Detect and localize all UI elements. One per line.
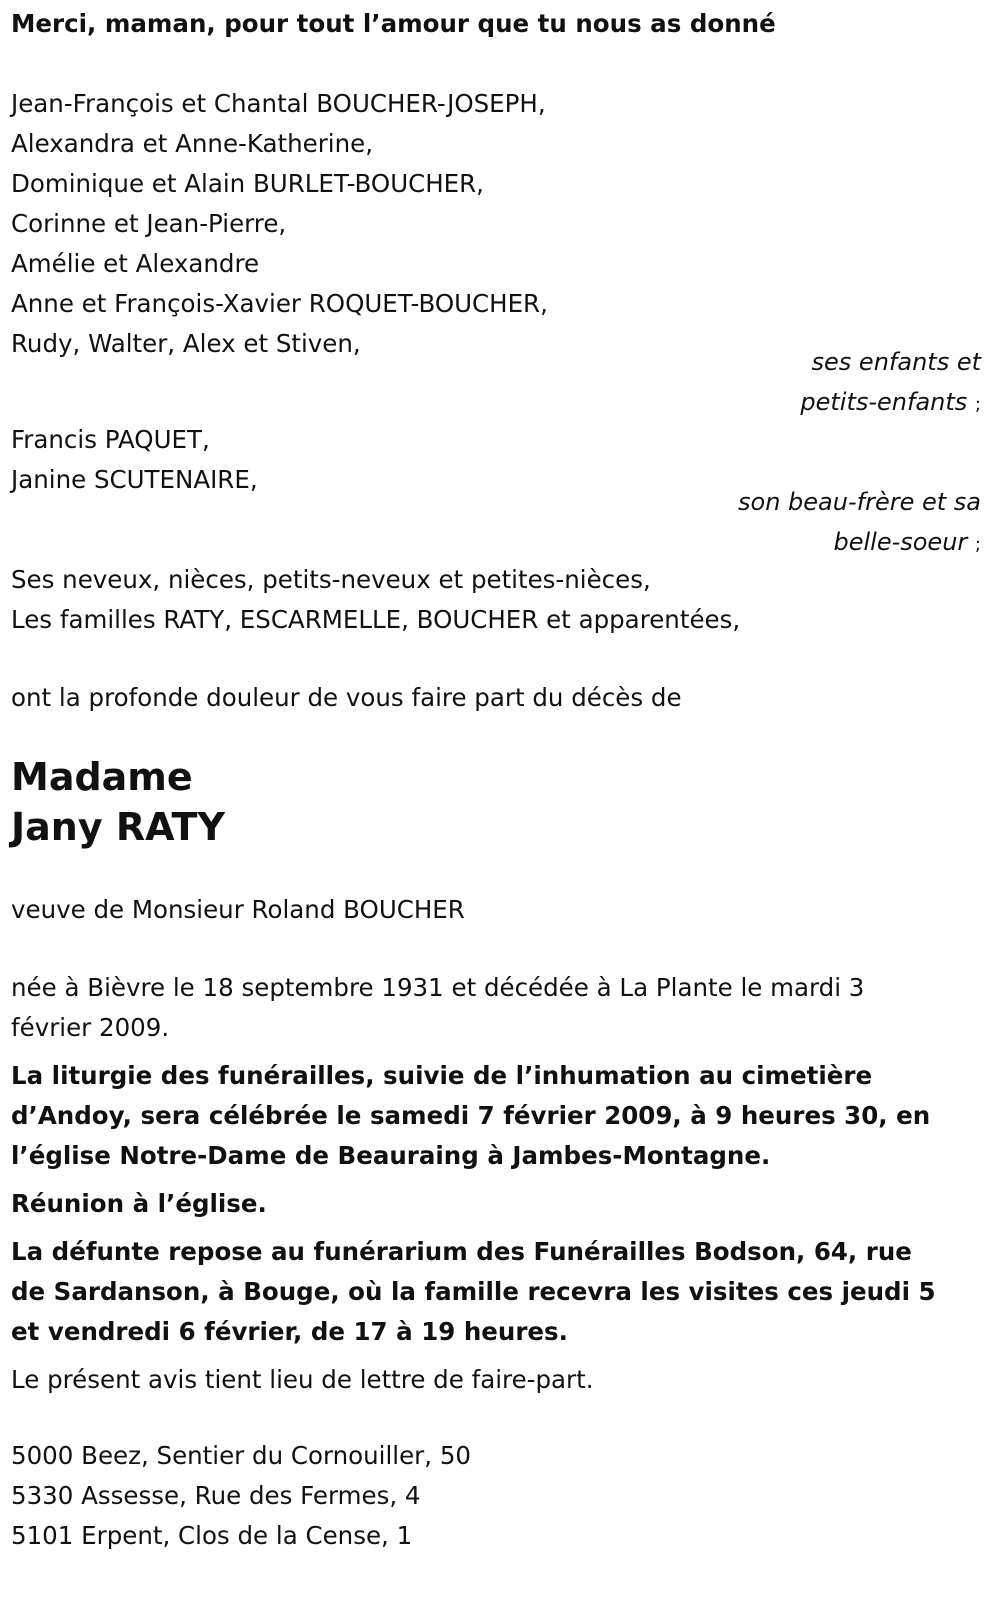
semicolon: ;: [974, 534, 981, 555]
relation-line: ses enfants et: [811, 348, 981, 376]
address-line: 5330 Assesse, Rue des Fermes, 4: [11, 1481, 421, 1510]
family-line: Amélie et Alexandre: [11, 249, 260, 278]
meeting-info: Réunion à l’église.: [11, 1189, 267, 1218]
inlaw-line: Francis PAQUET,: [11, 425, 210, 454]
family-list: [11, 84, 548, 364]
extended-line: Ses neveux, nièces, petits-neveux et petites-nièces,: [11, 565, 651, 594]
extended-family: [11, 560, 740, 640]
relation-inlaws: [589, 482, 989, 565]
inlaw-list: [11, 420, 258, 500]
deceased-title: Madame: [11, 755, 193, 799]
family-line: Rudy, Walter, Alex et Stiven,: [11, 329, 361, 358]
address-line: 5101 Erpent, Clos de la Cense, 1: [11, 1521, 413, 1550]
family-line: Anne et François-Xavier ROQUET-BOUCHER,: [11, 289, 548, 318]
funeral-info: La liturgie des funérailles, suivie de l’inhumation au cimetière d’Andoy, sera célébrée le samedi 7 février 2009, à 9 heures 30, en l’église Notre-Dame de Beauraing à Jambes-Montagne.: [11, 1061, 931, 1170]
relation-line: petits-enfants ;: [800, 388, 981, 416]
family-line: Alexandra et Anne-Katherine,: [11, 129, 373, 158]
family-line: Jean-François et Chantal BOUCHER-JOSEPH,: [11, 89, 546, 118]
address-line: 5000 Beez, Sentier du Cornouiller, 50: [11, 1441, 471, 1470]
semicolon: ;: [974, 394, 981, 415]
family-line: Corinne et Jean-Pierre,: [11, 209, 287, 238]
relation-line: belle-soeur ;: [833, 528, 981, 556]
deceased-name-block: [11, 752, 225, 852]
addresses: [11, 1436, 471, 1556]
deceased-name: Jany RATY: [11, 805, 225, 849]
repose-info: La défunte repose au funérarium des Funérailles Bodson, 64, rue de Sardanson, à Bouge, où la famille recevra les visites ces jeudi 5 et vendredi 6 février, de 17 à 19 heures.: [11, 1237, 936, 1346]
heading: Merci, maman, pour tout l’amour que tu nous as donné: [11, 9, 776, 38]
notice: Le présent avis tient lieu de lettre de faire-part.: [11, 1365, 594, 1394]
details: [11, 968, 936, 1400]
extended-line: Les familles RATY, ESCARMELLE, BOUCHER et apparentées,: [11, 605, 741, 634]
widow-of: veuve de Monsieur Roland BOUCHER: [11, 895, 465, 924]
family-line: Dominique et Alain BURLET-BOUCHER,: [11, 169, 484, 198]
relation-line: son beau-frère et sa: [738, 488, 981, 516]
birth-death: née à Bièvre le 18 septembre 1931 et décédée à La Plante le mardi 3 février 2009.: [11, 973, 865, 1042]
inlaw-line: Janine SCUTENAIRE,: [11, 465, 258, 494]
announcement: ont la profonde douleur de vous faire part du décès de: [11, 683, 682, 712]
relation-children: [589, 342, 989, 425]
